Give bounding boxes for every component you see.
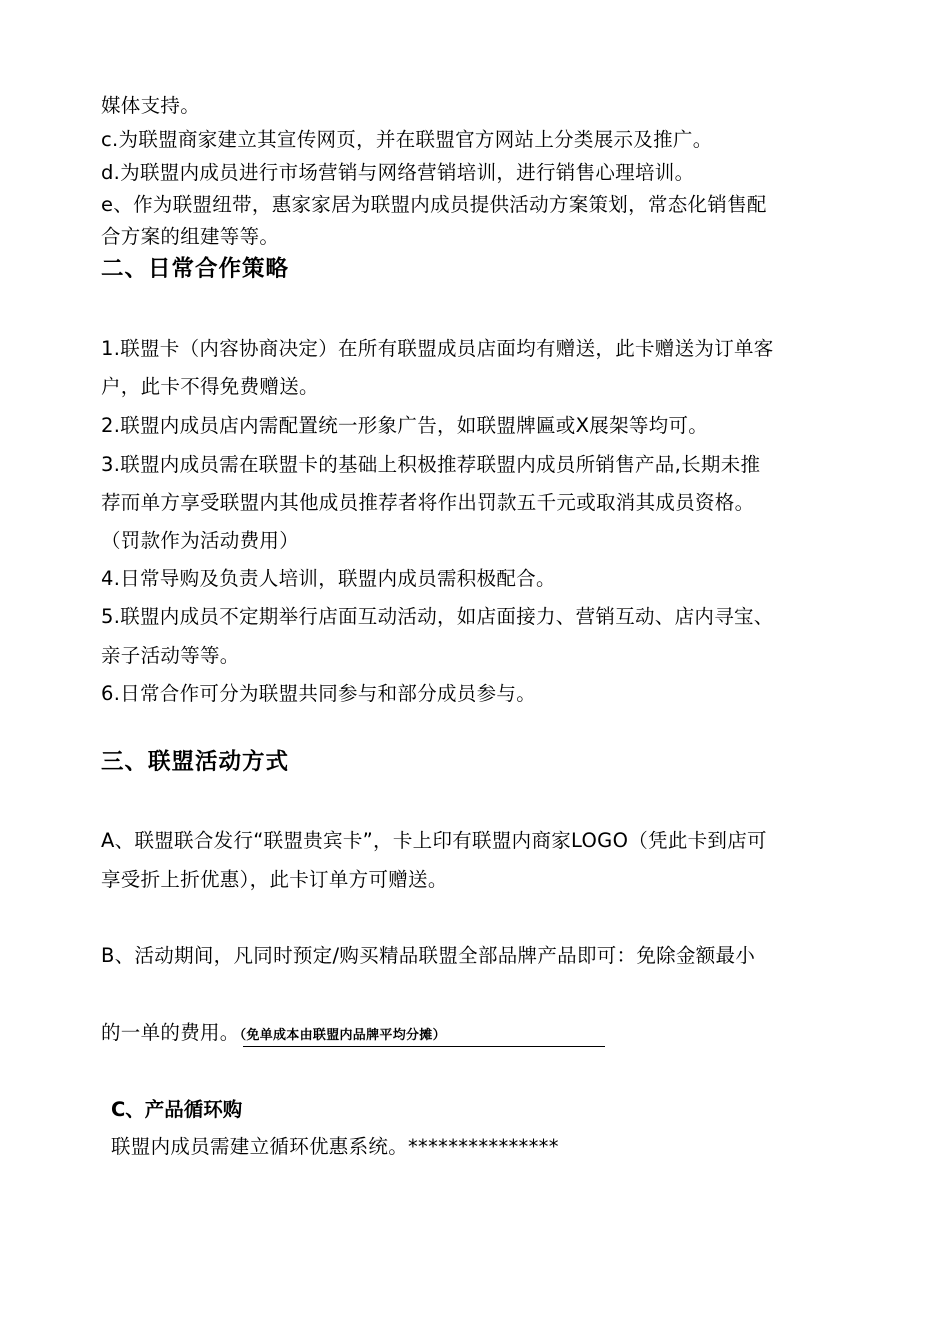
intro-line-e-cont: 合方案的组建等等。	[101, 225, 280, 248]
intro-line-c: c.为联盟商家建立其宣传网页，并在联盟官方网站上分类展示及推广。	[101, 128, 713, 151]
section-2-item-5-cont: 亲子活动等等。	[101, 644, 240, 667]
section-2-item-1-cont: 户，此卡不得免费赠送。	[101, 375, 319, 398]
section-3-item-a: A、联盟联合发行“联盟贵宾卡”，卡上印有联盟内商家LOGO（凭此卡到店可	[101, 829, 767, 852]
underline-rule	[243, 1046, 605, 1047]
section-2-heading: 二、日常合作策略	[101, 256, 290, 282]
section-2-item-4: 4.日常导购及负责人培训，联盟内成员需积极配合。	[101, 567, 556, 590]
intro-line-1: 媒体支持。	[101, 94, 201, 117]
section-3-item-b: B、活动期间，凡同时预定/购买精品联盟全部品牌产品即可：免除金额最小	[101, 944, 756, 967]
section-2-item-2: 2.联盟内成员店内需配置统一形象广告，如联盟牌匾或X展架等均可。	[101, 414, 709, 437]
section-2-item-3-note: （罚款作为活动费用）	[101, 529, 300, 552]
intro-line-d: d.为联盟内成员进行市场营销与网络营销培训，进行销售心理培训。	[101, 161, 695, 184]
section-2-item-3: 3.联盟内成员需在联盟卡的基础上积极推荐联盟内成员所销售产品,长期未推	[101, 453, 761, 476]
section-3-item-c-title: C、产品循环购	[111, 1098, 243, 1121]
section-2-item-6: 6.日常合作可分为联盟共同参与和部分成员参与。	[101, 682, 537, 705]
section-3-item-a-cont: 享受折上折优惠），此卡订单方可赠送。	[101, 868, 448, 891]
section-2-item-1: 1.联盟卡（内容协商决定）在所有联盟成员店面均有赠送，此卡赠送为订单客	[101, 337, 774, 360]
section-2-item-5: 5.联盟内成员不定期举行店面互动活动，如店面接力、营销互动、店内寻宝、	[101, 605, 774, 628]
section-2-item-3-cont: 荐而单方享受联盟内其他成员推荐者将作出罚款五千元或取消其成员资格。	[101, 491, 755, 514]
cost-sharing-note: （免单成本由联盟内品牌平均分摊）	[239, 1028, 446, 1043]
section-3-heading: 三、联盟活动方式	[101, 749, 290, 775]
intro-line-e: e、作为联盟纽带，惠家家居为联盟内成员提供活动方案策划，常态化销售配	[101, 193, 767, 216]
section-3-item-b-text: 的一单的费用。	[101, 1021, 240, 1044]
section-3-item-b-cont	[101, 1020, 446, 1049]
section-3-item-c-text: 联盟内成员需建立循环优惠系统。***************	[111, 1135, 559, 1158]
